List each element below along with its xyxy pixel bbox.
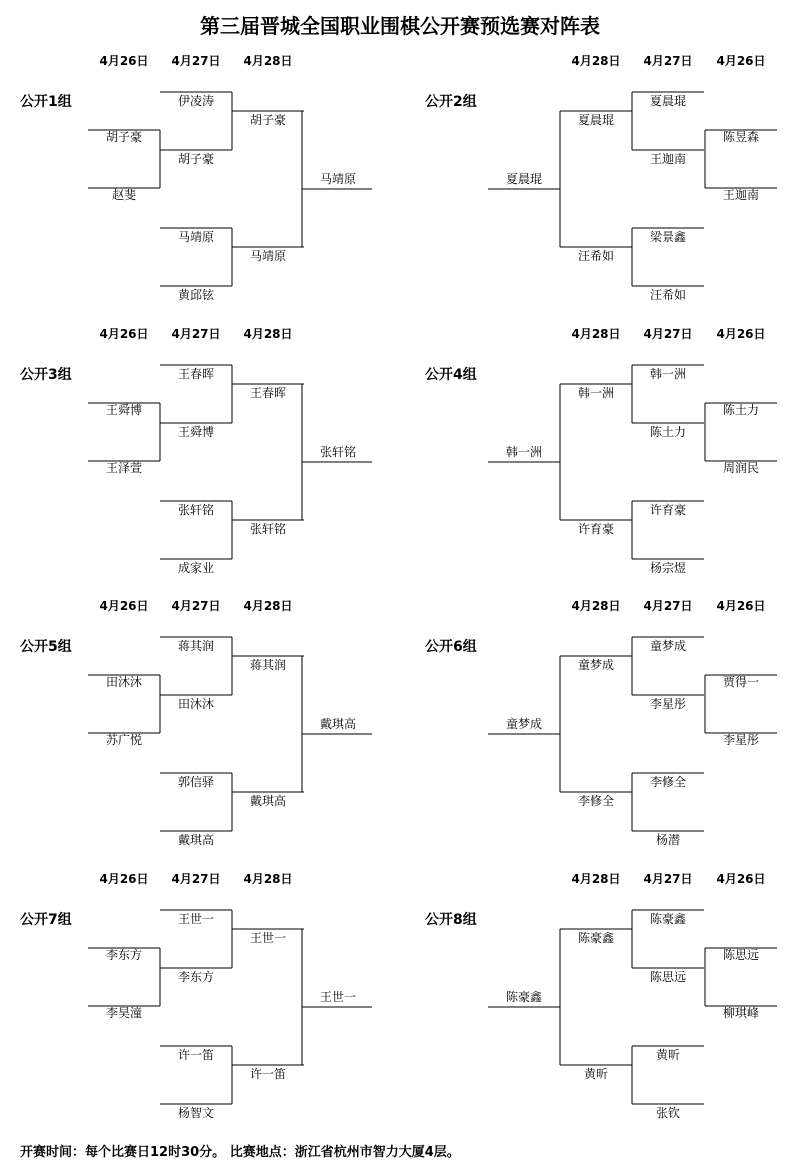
group-1-date-1: 4月26日: [99, 54, 149, 68]
group-4-date-1: 4月28日: [571, 327, 621, 341]
group-4-r2-player-3: 许育豪: [649, 503, 687, 517]
group-3-r3-player-2: 张轩铭: [249, 522, 287, 536]
group-3-r2-player-2: 王舜博: [177, 425, 215, 439]
group-1-r2-player-2: 胡子豪: [177, 152, 215, 166]
group-2-r2-player-3: 梁景鑫: [649, 230, 687, 244]
group-8-r3-player-2: 黄昕: [583, 1067, 609, 1081]
group-5-label: 公开5组: [20, 639, 72, 655]
group-8-r2-player-3: 黄昕: [655, 1048, 681, 1062]
group-6-r3-player-1: 童梦成: [577, 658, 615, 672]
group-1-r2-player-3: 马靖原: [177, 230, 215, 244]
group-2-date-1: 4月28日: [571, 54, 621, 68]
group-6-r3-player-2: 李修全: [577, 794, 615, 808]
group-7-r1-player-1: 李东方: [105, 948, 143, 962]
group-8-r2-player-4: 张钦: [655, 1106, 681, 1120]
group-7-r2-player-3: 许一笛: [177, 1048, 215, 1062]
group-8-r3-player-1: 陈豪鑫: [577, 931, 615, 945]
group-4-r2-player-1: 韩一洲: [649, 367, 687, 381]
group-2-r1-player-1: 陈昱森: [722, 130, 760, 144]
group-5-r3-player-1: 蒋其润: [249, 658, 287, 672]
group-2-label: 公开2组: [425, 94, 477, 110]
group-5-r2-player-1: 蒋其润: [177, 639, 215, 653]
group-3-date-3: 4月28日: [243, 327, 293, 341]
group-5-r2-player-3: 郭信驿: [177, 775, 215, 789]
group-6-r2-player-3: 李修全: [649, 775, 687, 789]
group-8-date-1: 4月28日: [571, 872, 621, 886]
group-6-r2-player-2: 李星彤: [649, 697, 687, 711]
group-5-r1-player-1: 田沐沐: [105, 675, 143, 689]
group-2-date-3: 4月26日: [716, 54, 766, 68]
group-8-r2-player-1: 陈豪鑫: [649, 912, 687, 926]
group-3-r2-player-4: 成家业: [177, 561, 215, 575]
group-6-r1-player-2: 李星彤: [722, 733, 760, 747]
group-7-date-3: 4月28日: [243, 872, 293, 886]
group-3-date-2: 4月27日: [171, 327, 221, 341]
group-5-date-1: 4月26日: [99, 599, 149, 613]
group-7-date-1: 4月26日: [99, 872, 149, 886]
group-2-r2-player-1: 夏晨琨: [649, 94, 687, 108]
group-1-r3-player-2: 马靖原: [249, 249, 287, 263]
group-5-date-2: 4月27日: [171, 599, 221, 613]
group-5-r3-player-2: 戴琪高: [249, 794, 287, 808]
group-8-winner: 陈豪鑫: [505, 990, 543, 1004]
group-6-label: 公开6组: [425, 639, 477, 655]
group-4-date-3: 4月26日: [716, 327, 766, 341]
group-1-r3-player-1: 胡子豪: [249, 113, 287, 127]
group-6-date-3: 4月26日: [716, 599, 766, 613]
group-7-r2-player-4: 杨智文: [177, 1106, 215, 1120]
group-2-r3-player-2: 汪希如: [577, 249, 615, 263]
group-2-r2-player-4: 汪希如: [649, 288, 687, 302]
group-5-r2-player-4: 戴琪高: [177, 833, 215, 847]
group-1-date-2: 4月27日: [171, 54, 221, 68]
group-1-r1-player-2: 赵斐: [111, 188, 137, 202]
group-6-r2-player-4: 杨潜: [655, 833, 681, 847]
group-3-r3-player-1: 王春晖: [249, 386, 287, 400]
group-8-date-2: 4月27日: [643, 872, 693, 886]
group-5-date-3: 4月28日: [243, 599, 293, 613]
group-3-winner: 张轩铭: [319, 445, 357, 459]
group-4-date-2: 4月27日: [643, 327, 693, 341]
footer-note: 开赛时间：每个比赛日12时30分。 比赛地点：浙江省杭州市智力大厦4层。: [20, 1145, 460, 1160]
group-4-label: 公开4组: [425, 367, 477, 383]
group-4-r1-player-1: 陈土力: [722, 403, 760, 417]
group-2-date-2: 4月27日: [643, 54, 693, 68]
group-1-date-3: 4月28日: [243, 54, 293, 68]
group-1-r1-player-1: 胡子豪: [105, 130, 143, 144]
group-6-r2-player-1: 童梦成: [649, 639, 687, 653]
group-7-r1-player-2: 李昊潼: [105, 1006, 143, 1020]
group-4-r3-player-1: 韩一洲: [577, 386, 615, 400]
group-7-winner: 王世一: [319, 990, 357, 1004]
group-6-date-2: 4月27日: [643, 599, 693, 613]
group-7-r2-player-1: 王世一: [177, 912, 215, 926]
group-2-r1-player-2: 王迦南: [722, 188, 760, 202]
group-8-r1-player-2: 柳琪峰: [722, 1006, 760, 1020]
page-title: 第三届晋城全国职业围棋公开赛预选赛对阵表: [200, 14, 600, 38]
group-1-r2-player-4: 黄邱铉: [177, 288, 215, 302]
group-5-r2-player-2: 田沐沐: [177, 697, 215, 711]
group-6-winner: 童梦成: [505, 717, 543, 731]
group-1-winner: 马靖原: [319, 172, 357, 186]
group-4-r2-player-4: 杨宗煜: [649, 561, 687, 575]
group-2-r3-player-1: 夏晨琨: [577, 113, 615, 127]
group-7-r2-player-2: 李东方: [177, 970, 215, 984]
group-3-r2-player-3: 张轩铭: [177, 503, 215, 517]
group-8-date-3: 4月26日: [716, 872, 766, 886]
group-8-label: 公开8组: [425, 912, 477, 928]
group-2-winner: 夏晨琨: [505, 172, 543, 186]
group-8-r1-player-1: 陈思远: [722, 948, 760, 962]
group-3-r2-player-1: 王春晖: [177, 367, 215, 381]
group-4-r3-player-2: 许育豪: [577, 522, 615, 536]
group-4-winner: 韩一洲: [505, 445, 543, 459]
group-3-date-1: 4月26日: [99, 327, 149, 341]
group-6-date-1: 4月28日: [571, 599, 621, 613]
group-3-r1-player-2: 王泽萱: [105, 461, 143, 475]
group-5-r1-player-2: 苏广悦: [105, 733, 143, 747]
group-7-r3-player-1: 王世一: [249, 931, 287, 945]
group-8-r2-player-2: 陈思远: [649, 970, 687, 984]
group-3-r1-player-1: 王舜博: [105, 403, 143, 417]
group-6-r1-player-1: 贾得一: [722, 675, 760, 689]
group-3-label: 公开3组: [20, 367, 72, 383]
group-1-label: 公开1组: [20, 94, 72, 110]
group-1-r2-player-1: 伊凌涛: [177, 94, 215, 108]
group-7-r3-player-2: 许一笛: [249, 1067, 287, 1081]
group-7-date-2: 4月27日: [171, 872, 221, 886]
group-5-winner: 戴琪高: [319, 717, 357, 731]
group-2-r2-player-2: 王迦南: [649, 152, 687, 166]
group-7-label: 公开7组: [20, 912, 72, 928]
group-4-r2-player-2: 陈土力: [649, 425, 687, 439]
group-4-r1-player-2: 周润民: [722, 461, 760, 475]
